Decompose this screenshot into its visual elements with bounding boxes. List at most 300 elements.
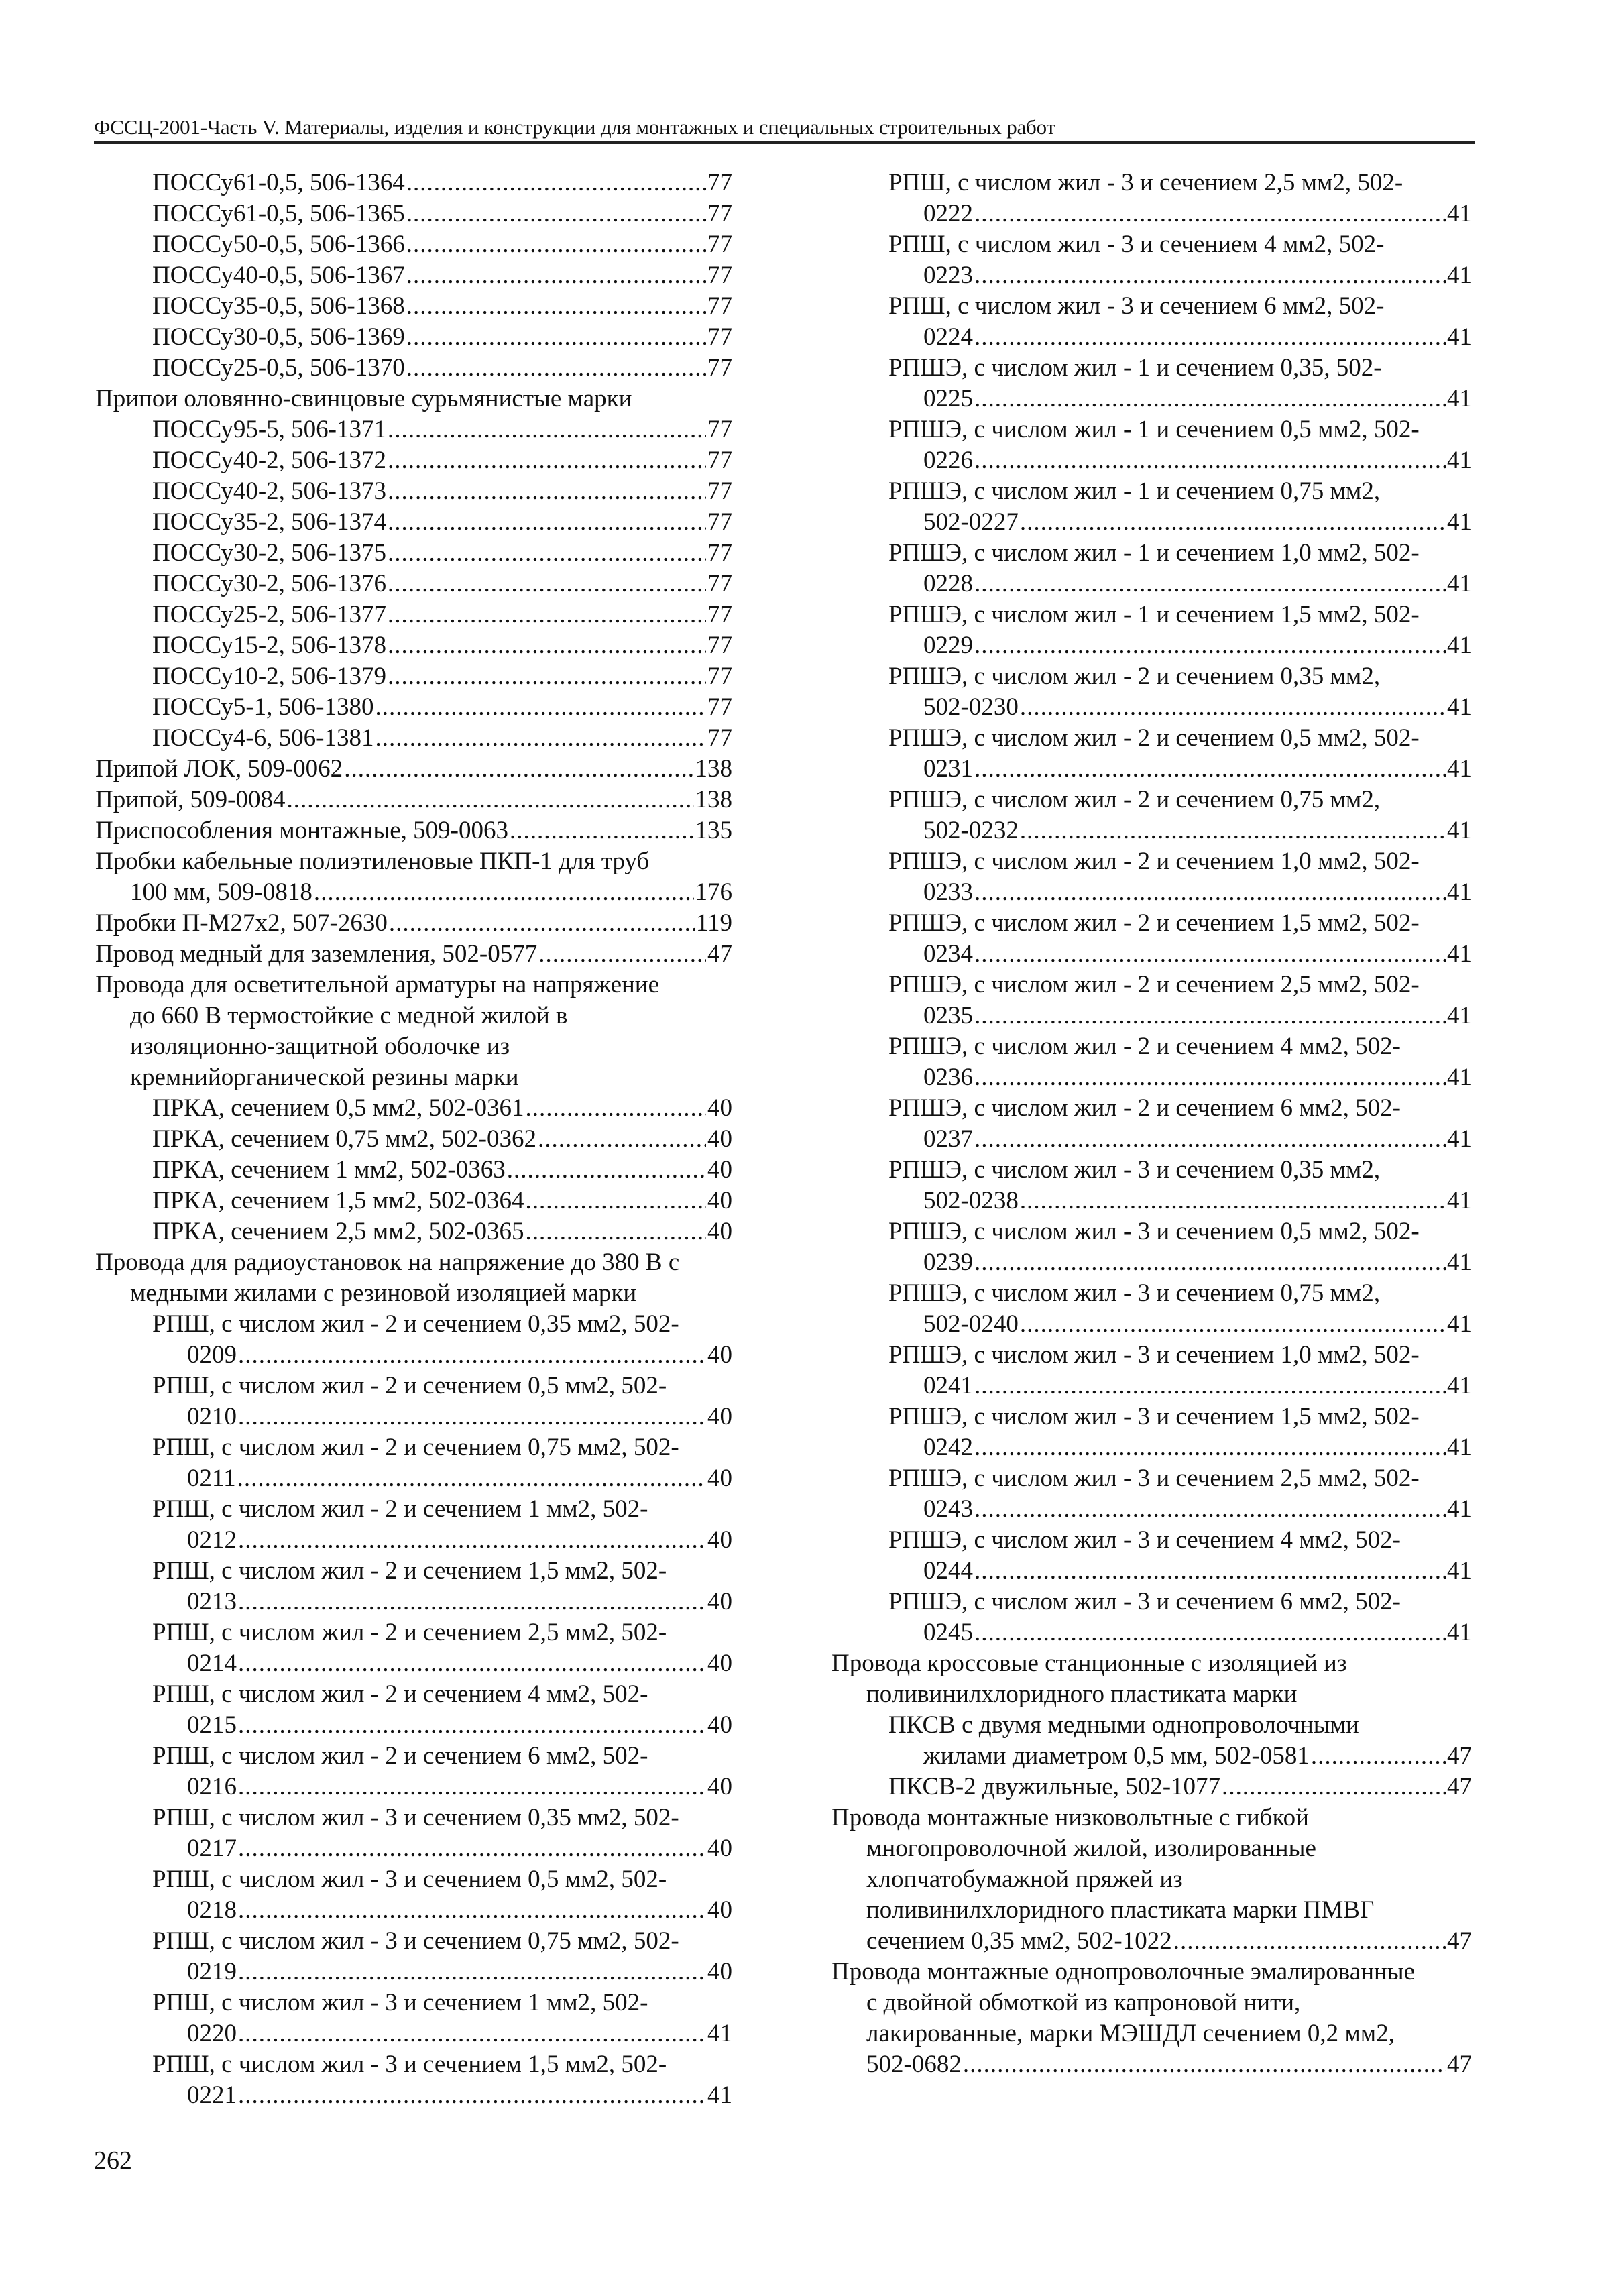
entry-leader-line bbox=[888, 569, 1472, 599]
dot-leader bbox=[974, 1124, 1446, 1155]
entry-text-line: с двойной обмоткой из капроновой нити, bbox=[866, 1989, 1301, 2016]
entry-leader-line bbox=[888, 445, 1472, 476]
entry-text-line: хлопчатобумажной пряжей из bbox=[866, 1866, 1183, 1893]
entry-leader-line bbox=[152, 2018, 732, 2049]
entry-text-line: РПШЭ, с числом жил - 3 и сечением 1,5 мм2, 502- bbox=[888, 1403, 1420, 1430]
page-reference: 47 bbox=[1447, 2051, 1472, 2078]
index-entry bbox=[95, 1093, 732, 1124]
index-entry bbox=[95, 1741, 732, 1802]
entry-text-line: РПШ, с числом жил - 2 и сечением 0,75 мм2, 502- bbox=[152, 1434, 679, 1461]
entry-leader-line bbox=[152, 1648, 732, 1679]
entry-text-line: многопроволочной жилой, изолированные bbox=[866, 1835, 1316, 1862]
dot-leader bbox=[974, 445, 1446, 476]
entry-text: ПОССу61-0,5, 506-1365 bbox=[152, 200, 405, 227]
dot-leader bbox=[238, 1401, 706, 1432]
entry-leader-line bbox=[888, 692, 1472, 723]
index-entry bbox=[95, 1617, 732, 1679]
page-reference: 41 bbox=[707, 2081, 732, 2109]
dot-leader bbox=[525, 1093, 706, 1124]
entry-text-line: РПШ, с числом жил - 3 и сечением 1,5 мм2, 502- bbox=[152, 2051, 667, 2078]
entry-leader-line bbox=[152, 445, 732, 476]
index-entry bbox=[831, 414, 1472, 476]
dot-leader bbox=[974, 260, 1446, 291]
entry-text-line: лакированные, марки МЭШДЛ сечением 0,2 мм2, bbox=[866, 2020, 1395, 2047]
index-entry bbox=[95, 970, 732, 1093]
dot-leader bbox=[1020, 692, 1446, 723]
entry-text-line: РПШЭ, с числом жил - 2 и сечением 4 мм2, 502- bbox=[888, 1033, 1401, 1060]
dot-leader bbox=[238, 1587, 706, 1617]
entry-leader-line bbox=[95, 815, 732, 846]
page-reference: 77 bbox=[707, 570, 732, 597]
entry-leader-line bbox=[95, 877, 732, 908]
dot-leader bbox=[237, 1463, 706, 1494]
page-reference: 40 bbox=[707, 1526, 732, 1554]
index-entry bbox=[95, 599, 732, 630]
dot-leader bbox=[406, 322, 706, 353]
page-reference: 77 bbox=[707, 200, 732, 227]
entry-text-line: Провода монтажные однопроволочные эмалированные bbox=[831, 1958, 1416, 1986]
entry-text: 0209 bbox=[187, 1341, 237, 1369]
index-entry bbox=[95, 908, 732, 939]
dot-leader bbox=[974, 1371, 1446, 1401]
entry-text: ПОССу61-0,5, 506-1364 bbox=[152, 169, 405, 196]
entry-text-line: РПШ, с числом жил - 3 и сечением 1 мм2, 502- bbox=[152, 1989, 648, 2016]
entry-text-line: РПШ, с числом жил - 2 и сечением 0,35 мм2, 502- bbox=[152, 1310, 679, 1338]
entry-text: 0239 bbox=[923, 1249, 973, 1276]
entry-text: ПОССу30-0,5, 506-1369 bbox=[152, 323, 405, 351]
entry-text: ПОССу40-2, 506-1373 bbox=[152, 477, 386, 505]
dot-leader bbox=[974, 1617, 1446, 1648]
entry-leader-line bbox=[152, 1340, 732, 1371]
entry-text-line: РПШЭ, с числом жил - 1 и сечением 1,0 мм2, 502- bbox=[888, 539, 1420, 567]
page-reference: 77 bbox=[707, 508, 732, 536]
page-reference: 41 bbox=[1447, 323, 1472, 351]
page-reference: 41 bbox=[1447, 1434, 1472, 1461]
page-reference: 40 bbox=[707, 1403, 732, 1430]
page-reference: 41 bbox=[1447, 755, 1472, 783]
entry-leader-line bbox=[152, 1124, 732, 1155]
entry-text: 0226 bbox=[923, 447, 973, 474]
index-entry bbox=[95, 815, 732, 846]
entry-leader-line bbox=[888, 1741, 1472, 1772]
entry-text: ПОССу50-0,5, 506-1366 bbox=[152, 231, 405, 258]
dot-leader bbox=[974, 1000, 1446, 1031]
entry-text-line: РПШЭ, с числом жил - 3 и сечением 0,75 мм2, bbox=[888, 1279, 1381, 1307]
page-reference: 47 bbox=[1447, 1773, 1472, 1800]
entry-leader-line bbox=[152, 353, 732, 384]
entry-text: ПОССу40-0,5, 506-1367 bbox=[152, 262, 405, 289]
entry-text: 0219 bbox=[187, 1958, 237, 1986]
entry-leader-line bbox=[888, 1556, 1472, 1587]
entry-text: 0236 bbox=[923, 1064, 973, 1091]
entry-leader-line bbox=[95, 785, 732, 815]
entry-leader-line bbox=[152, 414, 732, 445]
page-reference: 40 bbox=[707, 1156, 732, 1184]
entry-text-line: РПШЭ, с числом жил - 3 и сечением 2,5 мм2, 502- bbox=[888, 1465, 1420, 1492]
entry-text-line: РПШЭ, с числом жил - 3 и сечением 0,35 мм2, bbox=[888, 1156, 1381, 1184]
page-reference: 135 bbox=[695, 817, 732, 844]
entry-text: 0225 bbox=[923, 385, 973, 412]
entry-leader-line bbox=[888, 1371, 1472, 1401]
entry-text: ПРКА, сечением 0,75 мм2, 502-0362 bbox=[152, 1125, 536, 1153]
entry-text: Припой, 509-0084 bbox=[95, 786, 286, 813]
entry-text: 0212 bbox=[187, 1526, 237, 1554]
page-reference: 77 bbox=[707, 262, 732, 289]
entry-text-line: РПШЭ, с числом жил - 2 и сечением 0,75 мм2, bbox=[888, 786, 1381, 813]
entry-text-line: РПШ, с числом жил - 2 и сечением 6 мм2, 502- bbox=[152, 1742, 648, 1770]
dot-leader bbox=[238, 1833, 706, 1864]
entry-text: 0244 bbox=[923, 1557, 973, 1585]
dot-leader bbox=[388, 599, 706, 630]
page-reference: 40 bbox=[707, 1835, 732, 1862]
dot-leader bbox=[344, 754, 693, 785]
entry-text-line: РПШ, с числом жил - 3 и сечением 0,75 мм2, 502- bbox=[152, 1927, 679, 1955]
index-entry bbox=[831, 229, 1472, 291]
entry-text: 0218 bbox=[187, 1896, 237, 1924]
page-reference: 77 bbox=[707, 663, 732, 690]
entry-leader-line bbox=[152, 1463, 732, 1494]
entry-text-line: Провода монтажные низковольтные с гибкой bbox=[831, 1804, 1309, 1831]
dot-leader bbox=[389, 908, 695, 939]
entry-text-line: РПШЭ, с числом жил - 1 и сечением 0,5 мм2, 502- bbox=[888, 416, 1420, 443]
entry-leader-line bbox=[888, 1772, 1472, 1802]
index-entry bbox=[95, 754, 732, 785]
index-entry bbox=[831, 353, 1472, 414]
dot-leader bbox=[406, 260, 706, 291]
index-entry bbox=[831, 1278, 1472, 1340]
entry-leader-line bbox=[888, 1000, 1472, 1031]
entry-text: ПОССу5-1, 506-1380 bbox=[152, 693, 374, 721]
entry-text-line: РПШЭ, с числом жил - 3 и сечением 6 мм2, 502- bbox=[888, 1588, 1401, 1615]
entry-text: 0237 bbox=[923, 1125, 973, 1153]
entry-text-line: Припои оловянно-свинцовые сурьмянистые марки bbox=[95, 385, 632, 412]
dot-leader bbox=[375, 723, 706, 754]
entry-text-line: РПШЭ, с числом жил - 3 и сечением 4 мм2, 502- bbox=[888, 1526, 1401, 1554]
entry-leader-line bbox=[888, 877, 1472, 908]
index-entry bbox=[831, 1957, 1472, 2080]
dot-leader bbox=[525, 1186, 706, 1216]
entry-text-line: кремнийорганической резины марки bbox=[130, 1064, 519, 1091]
index-entry bbox=[831, 970, 1472, 1031]
index-entry bbox=[95, 630, 732, 661]
entry-leader-line bbox=[152, 2080, 732, 2111]
page-reference: 77 bbox=[707, 231, 732, 258]
entry-leader-line bbox=[888, 1432, 1472, 1463]
page-reference: 41 bbox=[1447, 817, 1472, 844]
entry-text: 0222 bbox=[923, 200, 973, 227]
entry-leader-line bbox=[152, 1093, 732, 1124]
index-entry bbox=[95, 322, 732, 353]
index-entry bbox=[95, 2049, 732, 2111]
entry-leader-line bbox=[831, 2049, 1472, 2080]
dot-leader bbox=[974, 939, 1446, 970]
index-entry bbox=[95, 939, 732, 970]
entry-text: 0228 bbox=[923, 570, 973, 597]
entry-text: ПОССу25-0,5, 506-1370 bbox=[152, 354, 405, 382]
index-entry bbox=[95, 538, 732, 569]
index-entry bbox=[95, 1926, 732, 1988]
dot-leader bbox=[974, 1247, 1446, 1278]
entry-leader-line bbox=[152, 692, 732, 723]
entry-text: ПОССу35-2, 506-1374 bbox=[152, 508, 386, 536]
entry-leader-line bbox=[888, 322, 1472, 353]
index-column-left bbox=[95, 168, 732, 2111]
entry-text-line: РПШЭ, с числом жил - 1 и сечением 1,5 мм2, 502- bbox=[888, 601, 1420, 628]
index-entry bbox=[831, 1710, 1472, 1772]
index-entry bbox=[95, 291, 732, 322]
entry-leader-line bbox=[152, 538, 732, 569]
dot-leader bbox=[406, 229, 706, 260]
dot-leader bbox=[375, 692, 706, 723]
entry-leader-line bbox=[152, 599, 732, 630]
entry-text: 502-0227 bbox=[923, 508, 1019, 536]
index-entry bbox=[831, 1463, 1472, 1525]
entry-text: 0223 bbox=[923, 262, 973, 289]
dot-leader bbox=[238, 1895, 706, 1926]
page-reference: 77 bbox=[707, 416, 732, 443]
dot-leader bbox=[974, 1494, 1446, 1525]
dot-leader bbox=[974, 630, 1446, 661]
index-entry bbox=[95, 785, 732, 815]
dot-leader bbox=[388, 538, 706, 569]
dot-leader bbox=[238, 2018, 706, 2049]
entry-leader-line bbox=[95, 754, 732, 785]
entry-leader-line bbox=[152, 168, 732, 198]
entry-text: ПОССу95-5, 506-1371 bbox=[152, 416, 386, 443]
index-entry bbox=[95, 1124, 732, 1155]
page-reference: 176 bbox=[695, 878, 732, 906]
entry-text: 0217 bbox=[187, 1835, 237, 1862]
page-reference: 41 bbox=[1447, 262, 1472, 289]
entry-text-line: Провода для осветительной арматуры на напряжение bbox=[95, 971, 660, 998]
entry-leader-line bbox=[888, 198, 1472, 229]
entry-text: ПОССу15-2, 506-1378 bbox=[152, 632, 386, 659]
entry-text: 502-0232 bbox=[923, 817, 1019, 844]
entry-text-line: Провода кроссовые станционные с изоляцией из bbox=[831, 1650, 1347, 1677]
entry-leader-line bbox=[152, 1216, 732, 1247]
index-entry bbox=[95, 723, 732, 754]
page-reference: 41 bbox=[1447, 200, 1472, 227]
page-reference: 41 bbox=[1447, 1557, 1472, 1585]
index-entry bbox=[95, 1155, 732, 1186]
entry-text-line: Пробки кабельные полиэтиленовые ПКП-1 для труб bbox=[95, 848, 650, 875]
entry-text: 0213 bbox=[187, 1588, 237, 1615]
index-entry bbox=[95, 1988, 732, 2049]
index-entry bbox=[831, 1093, 1472, 1155]
index-entry bbox=[95, 445, 732, 476]
index-entry bbox=[831, 1401, 1472, 1463]
entry-text-line: РПШЭ, с числом жил - 3 и сечением 0,5 мм2, 502- bbox=[888, 1218, 1420, 1245]
dot-leader bbox=[507, 1155, 706, 1186]
index-entry bbox=[95, 1802, 732, 1864]
page-reference: 77 bbox=[707, 724, 732, 752]
entry-text: ПОССу4-6, 506-1381 bbox=[152, 724, 374, 752]
entry-text: ПОССу40-2, 506-1372 bbox=[152, 447, 386, 474]
entry-leader-line bbox=[152, 476, 732, 507]
entry-leader-line bbox=[152, 198, 732, 229]
page-reference: 40 bbox=[707, 1094, 732, 1122]
dot-leader bbox=[1020, 815, 1446, 846]
entry-leader-line bbox=[152, 291, 732, 322]
entry-text: ПКСВ-2 двужильные, 502-1077 bbox=[888, 1773, 1221, 1800]
dot-leader bbox=[406, 198, 706, 229]
entry-leader-line bbox=[152, 661, 732, 692]
entry-leader-line bbox=[888, 939, 1472, 970]
entry-text: 0231 bbox=[923, 755, 973, 783]
entry-text-line: РПШЭ, с числом жил - 1 и сечением 0,75 мм2, bbox=[888, 477, 1381, 505]
entry-text: сечением 0,35 мм2, 502-1022 bbox=[866, 1927, 1172, 1955]
entry-leader-line bbox=[831, 1926, 1472, 1957]
page-reference: 40 bbox=[707, 1465, 732, 1492]
entry-text: 0220 bbox=[187, 2020, 237, 2047]
entry-leader-line bbox=[152, 630, 732, 661]
entry-text: 0216 bbox=[187, 1773, 237, 1800]
entry-leader-line bbox=[152, 1710, 732, 1741]
page-reference: 40 bbox=[707, 1650, 732, 1677]
entry-text-line: РПШ, с числом жил - 3 и сечением 2,5 мм2, 502- bbox=[888, 169, 1403, 196]
entry-leader-line bbox=[152, 1587, 732, 1617]
entry-text-line: поливинилхлоридного пластиката марки bbox=[866, 1680, 1298, 1708]
index-entry bbox=[831, 908, 1472, 970]
entry-text-line: Провода для радиоустановок на напряжение до 380 В с bbox=[95, 1249, 680, 1276]
page-reference: 47 bbox=[707, 940, 732, 968]
entry-leader-line bbox=[888, 754, 1472, 785]
entry-text: 502-0238 bbox=[923, 1187, 1019, 1214]
index-entry bbox=[831, 1031, 1472, 1093]
entry-text: ПРКА, сечением 1 мм2, 502-0363 bbox=[152, 1156, 506, 1184]
index-entry bbox=[831, 599, 1472, 661]
index-entry bbox=[95, 476, 732, 507]
page-reference: 138 bbox=[695, 755, 732, 783]
dot-leader bbox=[974, 198, 1446, 229]
entry-text: 0229 bbox=[923, 632, 973, 659]
entry-text-line: РПШ, с числом жил - 3 и сечением 4 мм2, 502- bbox=[888, 231, 1385, 258]
entry-text: ПРКА, сечением 0,5 мм2, 502-0361 bbox=[152, 1094, 524, 1122]
dot-leader bbox=[974, 754, 1446, 785]
dot-leader bbox=[388, 661, 706, 692]
entry-text: 0245 bbox=[923, 1619, 973, 1646]
dot-leader bbox=[510, 815, 694, 846]
entry-text-line: РПШЭ, с числом жил - 2 и сечением 1,0 мм2, 502- bbox=[888, 848, 1420, 875]
entry-leader-line bbox=[152, 229, 732, 260]
index-entry bbox=[831, 1155, 1472, 1216]
index-entry bbox=[831, 476, 1472, 538]
page-reference: 77 bbox=[707, 447, 732, 474]
entry-leader-line bbox=[152, 1772, 732, 1802]
entry-text-line: РПШ, с числом жил - 3 и сечением 0,5 мм2, 502- bbox=[152, 1866, 667, 1893]
index-entry bbox=[95, 1679, 732, 1741]
entry-text: ПОССу30-2, 506-1376 bbox=[152, 570, 386, 597]
dot-leader bbox=[238, 2080, 706, 2111]
page-reference: 77 bbox=[707, 693, 732, 721]
entry-text-line: РПШ, с числом жил - 2 и сечением 2,5 мм2, 502- bbox=[152, 1619, 667, 1646]
entry-leader-line bbox=[888, 384, 1472, 414]
entry-text: 0211 bbox=[187, 1465, 236, 1492]
page-reference: 41 bbox=[1447, 385, 1472, 412]
dot-leader bbox=[525, 1216, 706, 1247]
entry-text: ПРКА, сечением 1,5 мм2, 502-0364 bbox=[152, 1187, 524, 1214]
dot-leader bbox=[974, 1062, 1446, 1093]
entry-text-line: РПШЭ, с числом жил - 1 и сечением 0,35, 502- bbox=[888, 354, 1382, 382]
entry-text-line: поливинилхлоридного пластиката марки ПМВГ bbox=[866, 1896, 1375, 1924]
entry-leader-line bbox=[888, 1494, 1472, 1525]
entry-leader-line bbox=[152, 1957, 732, 1988]
dot-leader bbox=[538, 939, 706, 970]
dot-leader bbox=[388, 630, 706, 661]
entry-text: ПОССу35-0,5, 506-1368 bbox=[152, 292, 405, 320]
entry-text-line: РПШЭ, с числом жил - 2 и сечением 6 мм2, 502- bbox=[888, 1094, 1401, 1122]
dot-leader bbox=[388, 507, 706, 538]
dot-leader bbox=[238, 1710, 706, 1741]
page-reference: 41 bbox=[1447, 940, 1472, 968]
index-entry bbox=[95, 198, 732, 229]
dot-leader bbox=[538, 1124, 706, 1155]
dot-leader bbox=[388, 445, 706, 476]
dot-leader bbox=[238, 1772, 706, 1802]
dot-leader bbox=[238, 1525, 706, 1556]
page-reference: 40 bbox=[707, 1958, 732, 1986]
entry-leader-line bbox=[888, 1247, 1472, 1278]
dot-leader bbox=[286, 785, 693, 815]
entry-text-line: ПКСВ с двумя медными однопроволочными bbox=[888, 1711, 1359, 1739]
index-entry bbox=[831, 785, 1472, 846]
entry-leader-line bbox=[152, 569, 732, 599]
page-reference: 77 bbox=[707, 539, 732, 567]
header-rule bbox=[94, 141, 1475, 144]
dot-leader bbox=[406, 291, 706, 322]
page-reference: 40 bbox=[707, 1341, 732, 1369]
entry-text-line: РПШЭ, с числом жил - 2 и сечением 0,5 мм2, 502- bbox=[888, 724, 1420, 752]
index-entry bbox=[95, 1494, 732, 1556]
page-reference: 41 bbox=[1447, 1310, 1472, 1338]
page-reference: 41 bbox=[1447, 693, 1472, 721]
page-reference: 138 bbox=[695, 786, 732, 813]
index-entry bbox=[831, 1340, 1472, 1401]
page-reference: 41 bbox=[1447, 1249, 1472, 1276]
dot-leader bbox=[238, 1648, 706, 1679]
page-reference: 40 bbox=[707, 1588, 732, 1615]
entry-text-line: РПШ, с числом жил - 3 и сечением 6 мм2, 502- bbox=[888, 292, 1385, 320]
dot-leader bbox=[1020, 1309, 1446, 1340]
entry-text: 502-0230 bbox=[923, 693, 1019, 721]
entry-leader-line bbox=[152, 260, 732, 291]
running-header: ФССЦ-2001-Часть V. Материалы, изделия и конструкции для монтажных и специальных строительных работ bbox=[94, 115, 1055, 139]
page-reference: 41 bbox=[1447, 570, 1472, 597]
dot-leader bbox=[388, 414, 706, 445]
dot-leader bbox=[1020, 507, 1446, 538]
page-reference: 41 bbox=[1447, 878, 1472, 906]
page-reference: 40 bbox=[707, 1218, 732, 1245]
index-entry bbox=[95, 1247, 732, 1309]
dot-leader bbox=[238, 1340, 706, 1371]
entry-text-line: до 660 В термостойкие с медной жилой в bbox=[130, 1002, 568, 1029]
entry-text-line: медными жилами с резиновой изоляцией марки bbox=[130, 1279, 637, 1307]
entry-leader-line bbox=[152, 723, 732, 754]
index-entry bbox=[95, 1371, 732, 1432]
entry-text: Провод медный для заземления, 502-0577 bbox=[95, 940, 538, 968]
dot-leader bbox=[974, 1556, 1446, 1587]
dot-leader bbox=[388, 569, 706, 599]
entry-text: Пробки П-М27х2, 507-2630 bbox=[95, 909, 388, 937]
entry-text: 0210 bbox=[187, 1403, 237, 1430]
dot-leader bbox=[974, 384, 1446, 414]
page-reference: 41 bbox=[1447, 1002, 1472, 1029]
index-entry bbox=[95, 384, 732, 414]
index-entry bbox=[831, 1587, 1472, 1648]
page-reference: 40 bbox=[707, 1773, 732, 1800]
entry-leader-line bbox=[95, 908, 732, 939]
entry-text: Приспособления монтажные, 509-0063 bbox=[95, 817, 508, 844]
